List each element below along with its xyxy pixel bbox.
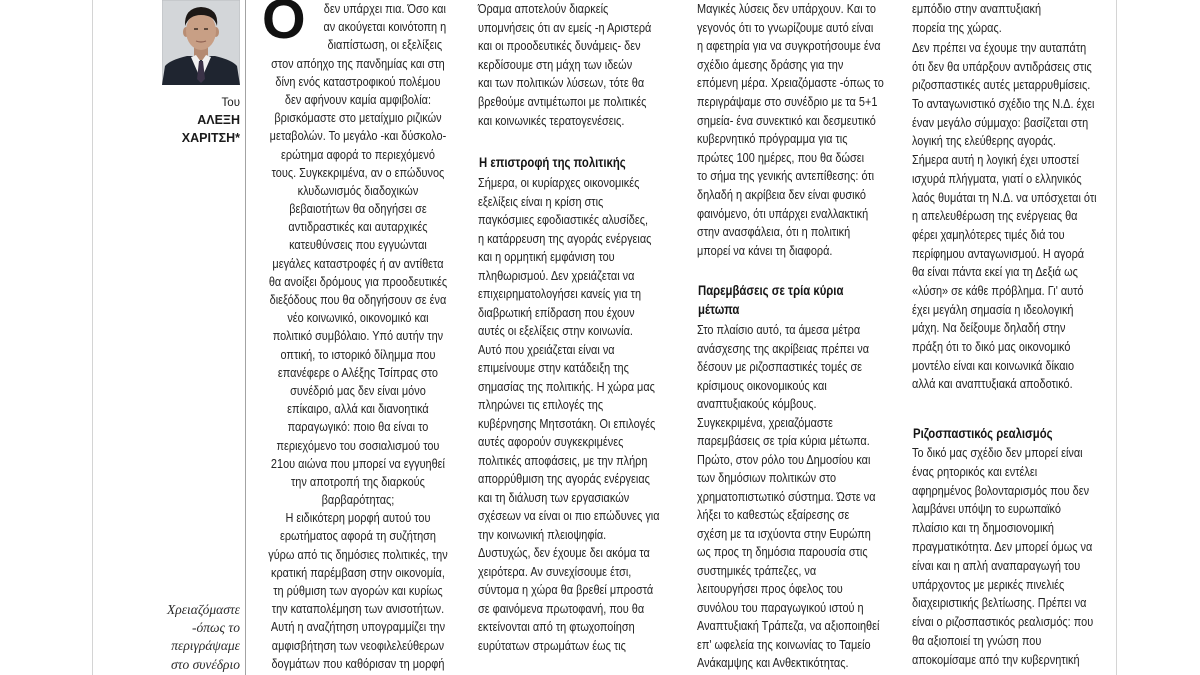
text-line: ως προς τη δημόσια παρουσία στις	[697, 544, 868, 559]
text-line: λαός θυμάται τη Ν.Δ. να υπόσχεται ότι	[912, 189, 1097, 205]
text-line: ευρύτατων στρωμάτων έως τις	[478, 637, 626, 653]
text-line: αμφισβήτηση των νεοφιλελεύθερων	[271, 637, 445, 653]
text-line: Το δικό μας σχέδιο δεν μπορεί είναι	[912, 445, 1083, 460]
text-line: συνέδριό μας δεν είναι μόνο	[290, 382, 426, 398]
text-line: θα αξιοποιεί τη γνώση που	[912, 632, 1042, 648]
text-line: περιεχόμενο του σοσιαλισμού του	[276, 437, 440, 453]
text-line: μεγάλες καταστροφές ή αν αντίθετα	[272, 255, 444, 271]
text-line: αυτές αφορούν συγκεκριμένες	[478, 434, 624, 449]
text-line: 21ου αιώνα που μπορεί να εγγυηθεί	[270, 455, 445, 471]
text-line: η απελευθέρωση της ενέργειας θα	[912, 208, 1078, 224]
text-line: κρατική παρέμβαση στην οικονομία,	[270, 564, 445, 580]
text-line: κερδίσουμε στη μάχη των ιδεών	[478, 56, 633, 72]
text-line: δεν υπάρχει πια. Όσο και	[323, 1, 446, 16]
text-line: ερωτήματος αφορά τη συζήτηση	[279, 528, 436, 544]
text-line: Η ειδικότερη μορφή αυτού του	[285, 510, 431, 526]
text-line: εξελίξεις είναι η κρίση στις	[478, 193, 604, 209]
pull-quote-line: -όπως το	[192, 620, 240, 636]
article-column-1	[258, 0, 458, 673]
text-line: θα ανοίξει δρόμους για προοδευτικές	[268, 273, 448, 289]
text-line: βεβαιοτήτων θα οδηγήσει σε	[289, 201, 427, 217]
text-line: κατευθύνσεις που εγγυώνται	[289, 237, 427, 253]
text-line: κυβερνητικό πρόγραμμα για τις	[697, 131, 848, 147]
text-line: λαμβάνει υπόψη το ευρωπαϊκό	[912, 501, 1061, 517]
text-line: παγκόσμιες εφοδιαστικές αλυσίδες,	[478, 212, 649, 227]
text-line: ένας ρητορικός και εντέλει	[912, 463, 1038, 479]
text-line: αλλά και αναπτυξιακά αποδοτικό.	[912, 376, 1073, 392]
text-line: πληρώνει τις επιλογές της	[478, 397, 604, 412]
text-line: συστημικές τράπεζες, να	[697, 562, 817, 578]
text-line: ερώτημα αφορά το περιεχόμενό	[281, 146, 435, 162]
text-line: πολιτικές αποφάσεις, με την πλήρη	[478, 452, 648, 468]
text-line: η κατάρρευση της αγοράς ενέργειας	[478, 230, 652, 246]
text-line: πρώτες 100 ημέρες, που θα δώσει	[697, 149, 865, 165]
text-line: πληθωρισμού. Δεν χρειάζεται να	[478, 267, 635, 283]
text-line: Στο πλαίσιο αυτό, τα άμεσα μέτρα	[697, 322, 861, 337]
text-line: διεξόδους που θα οδηγήσουν σε ένα	[269, 292, 447, 307]
byline	[150, 95, 240, 147]
text-line: λογική της ελεύθερης αγοράς.	[912, 133, 1056, 149]
text-line: σημεία- ένα συνεκτικό και δεσμευτικό	[697, 112, 876, 128]
text-line: και η ορμητική εμφάνιση του	[478, 249, 615, 264]
text-line: είναι ο ριζοσπαστικός ρεαλισμός: που	[912, 614, 1094, 630]
text-line: Σήμερα αυτή η λογική έχει υποστεί	[912, 152, 1079, 168]
text-line: πλαίσιο και τη δημοσιονομική	[912, 520, 1054, 536]
text-line: ριζοσπαστικές αυτές μεταρρυθμίσεις.	[912, 77, 1091, 93]
text-line: αναπτυξιακούς κόμβους.	[697, 396, 817, 411]
text-line: επανέφερε ο Αλέξης Τσίπρας στο	[277, 364, 439, 380]
text-line: δογμάτων που καθόρισαν τη μορφή	[271, 655, 445, 671]
text-line: Αυτό που χρειάζεται είναι να	[478, 341, 615, 357]
text-line: ότι δεν θα υπάρξουν αντιδράσεις στις	[912, 58, 1092, 74]
text-line: εμπόδιο στην αναπτυξιακή	[912, 1, 1042, 16]
text-line: μπορεί να κάνει τη διαφορά.	[697, 242, 833, 258]
text-line: πορεία της χώρας.	[912, 19, 1002, 35]
text-line: γεγονός ότι το γνωρίζουμε αυτό είναι	[697, 19, 874, 35]
text-line: πραγματικότητα. Δεν μπορεί όμως να	[912, 538, 1093, 554]
text-line: μοντέλο είναι και κοινωνικά δίκαιο	[912, 357, 1075, 373]
text-line: Το ανταγωνιστικό σχέδιο της Ν.Δ. έχει	[912, 96, 1095, 112]
text-line: παρεμβάσεις σε τρία κύρια μέτωπα.	[697, 433, 870, 448]
text-line: «λύση» σε κάθε πρόβλημα. Γι' αυτό	[912, 282, 1084, 298]
text-line: τους. Συγκεκριμένα, αν ο επώδυνος	[271, 164, 445, 180]
text-line: δέσουν με ριζοσπαστικές τομές σε	[697, 359, 863, 374]
text-line: περίφημου ανταγωνισμού. Η αγορά	[912, 245, 1085, 261]
text-line: την κοινωνική πλειοψηφία.	[478, 526, 607, 542]
text-line: και κοινωνικές τερατογενέσεις.	[478, 112, 625, 128]
text-line: φέρει χαμηλότερες τιμές διά του	[912, 226, 1065, 242]
text-line: έχει μεγάλη σημασία η ιδεολογική	[912, 301, 1074, 317]
byline-prefix: Του	[221, 97, 240, 109]
pull-quote-line: περιγράψαμε	[171, 638, 240, 654]
text-line: πολιτικό συμβόλαιο. Υπό αυτήν την	[272, 328, 444, 344]
text-line: σχέση με τα ισχύοντα στην Ευρώπη	[697, 525, 871, 541]
text-line: Αυτή η αναζήτηση υπογραμμίζει την	[270, 619, 446, 635]
text-line: απορρύθμιση της αγοράς ενέργειας	[478, 471, 650, 486]
text-line: δηλαδή η ακρίβεια δεν είναι φυσικό	[697, 186, 866, 202]
text-line: πράξη ότι το δικό μας οικονομικό	[912, 339, 1071, 354]
text-line: Πρώτο, στον ρόλο του Δημοσίου και	[697, 451, 871, 467]
text-line: των δημόσιων πολιτικών στο	[697, 470, 837, 485]
text-line: μεταβολών. Το μεγάλο -και δύσκολο-	[269, 128, 447, 144]
author-photo	[162, 0, 240, 85]
text-line: έναν μεγάλο σύμμαχο: βασίζεται στη	[912, 114, 1089, 130]
text-line: στην ανασφάλεια, ότι η πολιτική	[697, 224, 851, 240]
text-line: Ανάκαμψης και Ανθεκτικότητας.	[697, 655, 849, 670]
text-line: επιχειρηματολογήσει κανείς για τη	[478, 286, 642, 301]
text-line: επιμείνουμε στην κατάδειξη της	[478, 360, 629, 375]
text-line: Σήμερα, οι κυρίαρχες οικονομικές	[478, 175, 640, 190]
pull-quote-line: στο συνέδριο	[170, 656, 240, 672]
text-line: το σήμα της γενικής αντεπίθεσης: ότι	[697, 168, 875, 184]
text-line: λήξει το καθεστώς εξαίρεσης σε	[697, 507, 850, 522]
text-line: διαχειριστικής βελτίωσης. Πρέπει να	[912, 595, 1087, 611]
section-heading	[913, 424, 1113, 443]
text-line: σχέδιο άμεσης δράσης για την	[697, 56, 844, 72]
text-line: βαρβαρότητας;	[321, 492, 395, 508]
text-line: οπτική, το ιστορικό δίλημμα που	[280, 346, 436, 362]
article-column-2-body	[478, 174, 678, 655]
text-line: στον απόηχο της πανδημίας και στη	[271, 55, 445, 71]
text-line: Δεν πρέπει να έχουμε την αυταπάτη	[912, 40, 1087, 55]
section-heading-text: Η επιστροφή της πολιτικής	[479, 155, 626, 170]
text-line: νέο κοινωνικό, οικονομικό και	[287, 310, 429, 326]
section-heading	[698, 281, 898, 319]
text-line: η αφετηρία για να συγκροτήσουμε ένα	[697, 38, 881, 54]
text-line: επόμενη μέρα. Χρειαζόμαστε -όπως το	[697, 75, 884, 91]
text-line: γύρω από τις δημόσιες πολιτικές, την	[268, 546, 448, 562]
author-last-name: ΧΑΡΙΤΣΗ*	[181, 131, 240, 145]
text-line: την αποτροπή της διαρκούς	[290, 473, 425, 489]
column-rule	[245, 0, 246, 675]
text-line: αποκομίσαμε από την κυβερνητική	[912, 651, 1080, 667]
text-line: δεν αφήνουν καμία αμφιβολία:	[284, 91, 432, 107]
text-line: σημασίας της πολιτικής. Η χώρα μας	[478, 378, 655, 394]
text-line: υπομνήσεις ότι αν εμείς -η Αριστερά	[478, 19, 652, 35]
text-line: περιγράψαμε στο συνέδριο με τα 5+1	[697, 93, 878, 109]
article-column-3-body	[697, 321, 897, 673]
article-column-2-intro	[478, 0, 678, 130]
text-line: εκτείνονται από τη φτωχοποίηση	[478, 619, 635, 634]
text-line: τη ρύθμιση των αγορών και κυρίως	[273, 583, 443, 598]
text-line: είναι και η απλή αναπαραγωγή του	[912, 557, 1081, 573]
text-line: και τη διάλυση των εργασιακών	[478, 489, 630, 505]
text-line: διαβρωτική επίδραση που έχουν	[478, 304, 635, 320]
article-column-4-intro	[912, 0, 1112, 37]
text-line: ισχυρά πλήγματα, γιατί ο ελληνικός	[912, 170, 1082, 186]
text-line: και των πολιτικών λύσεων, τότε θα	[478, 75, 645, 91]
text-line: Όραμα αποτελούν διαρκείς	[478, 1, 609, 16]
text-line: αυτές οι εξελίξεις στην κοινωνία.	[478, 323, 633, 338]
text-line: αν ακούγεται κοινότοπη η	[323, 19, 447, 35]
text-line: παραγωγικό: ποιο θα είναι το	[287, 419, 429, 435]
scan-edge-line	[92, 0, 93, 675]
pull-quote-line: Χρειαζόμαστε	[167, 602, 240, 617]
text-line: σύντομα η χώρα θα βρεθεί μπροστά	[478, 582, 654, 597]
section-heading-text: Ριζοσπαστικός ρεαλισμός	[913, 426, 1053, 441]
text-line: κρίσιμους οικονομικούς και	[697, 377, 827, 393]
text-line: αφηρημένος βολονταρισμός που δεν	[912, 482, 1090, 498]
text-line: την καταπολέμηση των ανισοτήτων.	[271, 601, 445, 617]
text-line: σε φαινόμενα πρωτοφανή, που θα	[478, 600, 645, 616]
text-line: επίκαιρο, αλλά και διανοητικά	[287, 401, 429, 417]
text-line: φαινόμενο, ότι υπάρχει εναλλακτική	[697, 205, 869, 221]
text-line: χρηματοπιστωτικό σύστημα. Ώστε να	[697, 488, 876, 504]
text-line: διαπίστωση, οι εξελίξεις	[327, 37, 443, 53]
text-line: δίνη ενός καταστροφικού πολέμου	[275, 73, 441, 89]
text-line: κλυδωνισμός διαδοχικών	[297, 182, 419, 198]
text-line: Αναπτυξιακή Τράπεζα, να αξιοποιηθεί	[697, 618, 880, 633]
article-column-4-body-2	[912, 444, 1112, 670]
text-line: λειτουργήσει προς όφελος του	[697, 581, 843, 596]
text-line: σχέσεων να είναι οι πιο επώδυνες για	[478, 508, 660, 523]
section-heading-text: Παρεμβάσεις σε τρία κύρια	[698, 283, 844, 298]
text-line: θα είναι πάντα εκεί για τη Δεξιά ως	[912, 264, 1078, 280]
text-line: επ' ωφελεία της κοινωνίας το Ταμείο	[697, 636, 871, 652]
text-line: και οι προοδευτικές δυνάμεις- δεν	[478, 38, 641, 54]
text-line: υπάρχοντος με μερικές πινελιές	[912, 576, 1065, 592]
scan-edge-line	[1116, 0, 1117, 675]
text-line: συνόλου του παραγωγικού ιστού η	[697, 599, 864, 615]
pull-quote	[150, 601, 240, 674]
text-line: Μαγικές λύσεις δεν υπάρχουν. Και το	[697, 1, 876, 16]
text-line: αντιδραστικές και αυταρχικές	[288, 219, 428, 235]
section-heading	[479, 153, 679, 172]
article-column-3-intro	[697, 0, 897, 260]
text-line: μάχη. Να δείξουμε δηλαδή στην	[912, 320, 1066, 336]
author-first-name: ΑΛΕΞΗ	[197, 113, 240, 127]
text-line: Δυστυχώς, δεν έχουμε δει ακόμα τα	[478, 545, 650, 560]
text-line: βρισκόμαστε στο μεταίχμιο ριζικών	[274, 110, 442, 126]
article-column-4-body	[912, 39, 1112, 394]
text-line: βρεθούμε αντιμέτωποι με πολιτικές	[478, 93, 647, 109]
section-heading-text: μέτωπα	[698, 302, 740, 317]
drop-cap-letter: Ο	[262, 0, 306, 44]
text-line: Συγκεκριμένα, χρειαζόμαστε	[697, 414, 833, 430]
text-line: ανάσχεσης της ακρίβειας πρέπει να	[697, 340, 870, 356]
text-line: χειρότερα. Αν συνεχίσουμε έτσι,	[478, 563, 632, 579]
text-line: κυβέρνησης Μητσοτάκη. Οι επιλογές	[478, 415, 656, 431]
